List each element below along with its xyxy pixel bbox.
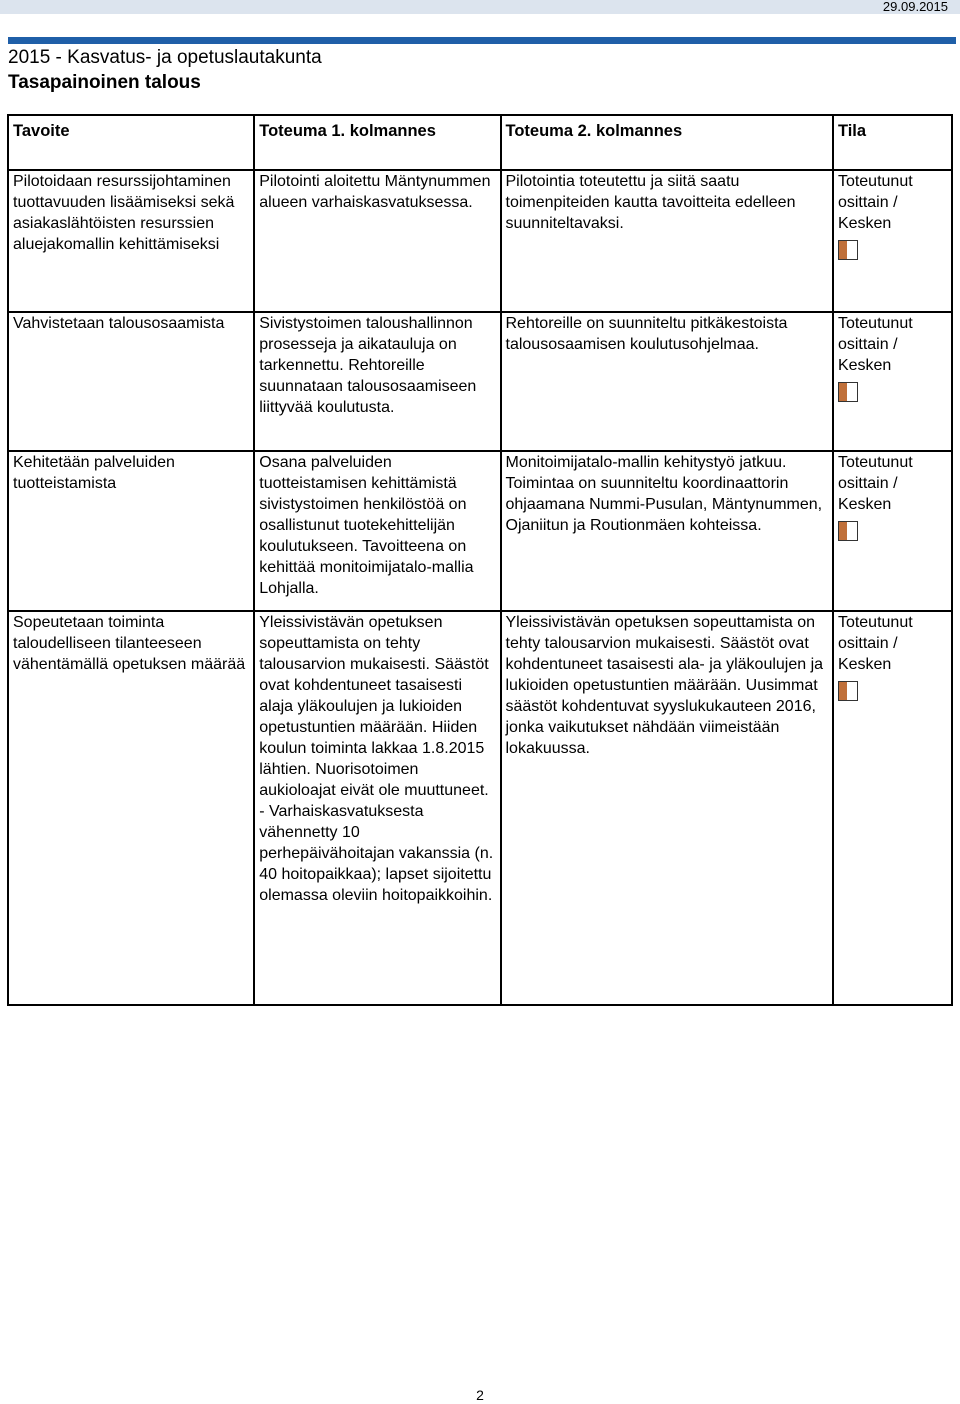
goal-cell: Sopeutetaan toiminta taloudelliseen tilanteeseen vähentämällä opetuksen määrää [8, 611, 254, 1005]
goals-table [7, 114, 953, 1006]
t1-cell: Osana palveluiden tuotteistamisen kehittämistä sivistystoimen henkilöstöä on osallistunut tuotekehittelijän koulutukseen. Tavoitteena on kehittää monitoimijatalo-mallia Lohjalla. [254, 451, 500, 611]
goal-cell: Kehitetään palveluiden tuotteistamista [8, 451, 254, 611]
status-text: Toteutunut osittain / Kesken [837, 614, 913, 673]
column-header-t1: Toteuma 1. kolmannes [254, 115, 500, 170]
partial-status-icon [838, 240, 858, 260]
table-row [8, 170, 952, 312]
goal-cell: Pilotoidaan resurssijohtaminen tuottavuuden lisäämiseksi sekä asiakaslähtöisten resurssien aluejakomallin kehittämiseksi [8, 170, 254, 312]
partial-status-icon [838, 521, 858, 541]
column-header-t2: Toteuma 2. kolmannes [501, 115, 833, 170]
t1-cell: Sivistystoimen taloushallinnon prosesseja ja aikatauluja on tarkennettu. Rehtoreille suunnataan talousosaamiseen liittyvää koulutusta. [254, 312, 500, 451]
status-cell [833, 312, 952, 451]
column-header-goal: Tavoite [8, 115, 254, 170]
header-rule [8, 37, 956, 44]
t1-cell: Pilotointi aloitettu Mäntynummen alueen varhaiskasvatuksessa. [254, 170, 500, 312]
status-cell [833, 611, 952, 1005]
status-text: Toteutunut osittain / Kesken [837, 173, 913, 232]
partial-status-icon [838, 681, 858, 701]
report-subtitle: Tasapainoinen talous [8, 72, 201, 93]
t1-cell: Yleissivistävän opetuksen sopeuttamista on tehty talousarvion mukaisesti. Säästöt ovat kohdentuneet tasaisesti alaja yläkoulujen ja lukioiden opetustuntien määrään. Hiiden koulun toiminta lakkaa 1.8.2015 lähtien. Nuorisotoimen aukioloajat eivät ole muuttuneet. - Varhaiskasvatuksesta vähennetty 10 perhepäivähoitajan vakanssia (n. 40 hoitopaikkaa); lapset sijoitettu olemassa oleviin hoitopaikkoihin. [254, 611, 500, 1005]
t2-cell: Yleissivistävän opetuksen sopeuttamista on tehty talousarvion mukaisesti. Säästöt ovat kohdentuneet tasaisesti ala- ja yläkoulujen ja lukioiden opetustuntien määrään. Uusimmat säästöt kohdentuvat syyslukukauteen 2016, jonka vaikutukset nähdään viimeistään lokakuussa. [501, 611, 833, 1005]
status-text: Toteutunut osittain / Kesken [837, 315, 913, 374]
table-row [8, 451, 952, 611]
partial-status-icon [838, 382, 858, 402]
status-cell [833, 170, 952, 312]
report-title: 2015 - Kasvatus- ja opetuslautakunta [8, 47, 322, 68]
top-bar [0, 0, 960, 14]
page-number: 2 [476, 1387, 484, 1403]
status-text: Toteutunut osittain / Kesken [837, 454, 913, 513]
column-header-status: Tila [833, 115, 952, 170]
t2-cell: Monitoimijatalo-mallin kehitystyö jatkuu. Toimintaa on suunniteltu koordinaattorin ohjaamana Nummi-Pusulan, Mäntynummen, Ojaniitun ja Routionmäen kohteissa. [501, 451, 833, 611]
table-row [8, 312, 952, 451]
report-date: 29.09.2015 [882, 0, 948, 14]
t2-cell: Pilotointia toteutettu ja siitä saatu toimenpiteiden kautta tavoitteita edelleen suunniteltavaksi. [501, 170, 833, 312]
table-row [8, 611, 952, 1005]
status-cell [833, 451, 952, 611]
table-header-row [8, 115, 952, 170]
t2-cell: Rehtoreille on suunniteltu pitkäkestoista talousosaamisen koulutusohjelmaa. [501, 312, 833, 451]
goal-cell: Vahvistetaan talousosaamista [8, 312, 254, 451]
